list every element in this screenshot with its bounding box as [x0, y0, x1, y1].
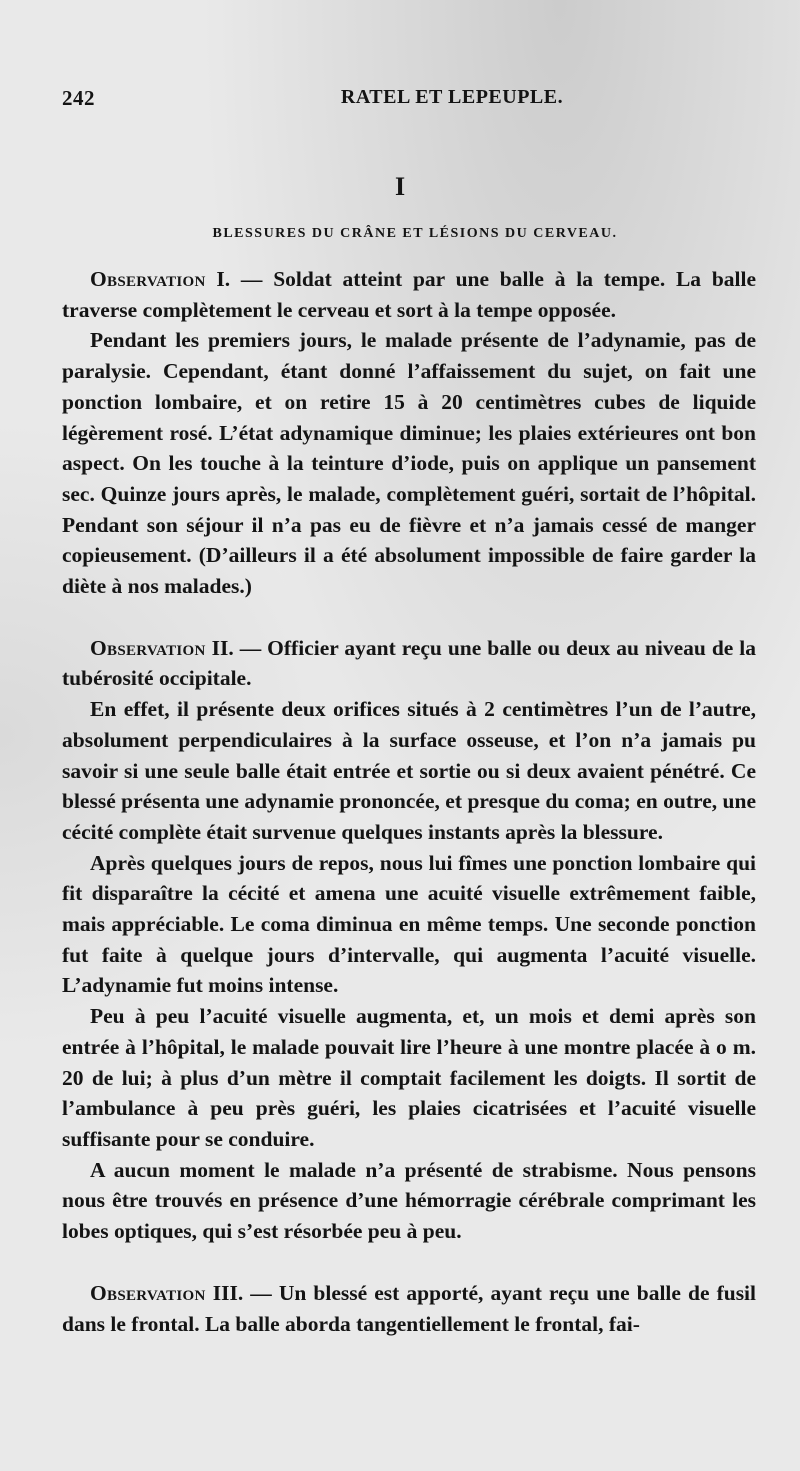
- observation-1-paragraph: Pendant les premiers jours, le malade présente de l’adynamie, pas de paralysie. Cependant, étant donné l’affaissement du sujet, on fait une ponction lombaire, et on retire 15 à 20 centimètres cubes de liquide légèrement rosé. L’état adynamique diminue; les plaies extérieures ont bon aspect. On les touche à la teinture d’iode, puis on applique un pansement sec. Quinze jours après, le malade, complètement guéri, sortait de l’hôpital. Pendant son séjour il n’a pas eu de fièvre et n’a jamais cessé de manger copieusement. (D’ailleurs il a été absolument impossible de faire garder la diète à nos malades.): [62, 328, 756, 599]
- observation-text: Officier ayant reçu une balle ou deux au niveau de la tubérosité occipitale.: [62, 635, 757, 691]
- observation-3-intro: [62, 1278, 756, 1339]
- observation-numeral: I.: [216, 267, 231, 291]
- observation-label: Observation: [90, 267, 206, 291]
- observation-numeral: II.: [211, 635, 234, 660]
- observation-dash: —: [230, 267, 274, 291]
- observation-text: Un blessé est apporté, ayant reçu une balle de fusil dans le frontal. La balle aborda tangentiellement le frontal, fai-: [62, 1280, 757, 1336]
- running-head: [62, 86, 762, 116]
- observation-label: Observation: [90, 635, 206, 660]
- body-text: [62, 264, 756, 1339]
- observation-dash: —: [233, 635, 268, 660]
- section-heading: BLESSURES DU CRÂNE ET LÉSIONS DU CERVEAU.: [212, 226, 618, 241]
- section-numeral: I: [394, 172, 406, 201]
- page-number: 242: [62, 86, 95, 110]
- observation-2-paragraph: A aucun moment le malade n’a présenté de strabisme. Nous pensons nous être trouvés en présence d’une hémorragie cérébrale comprimant les lobes optiques, qui s’est résorbée peu à peu.: [62, 1157, 756, 1244]
- observation-2-intro: [62, 633, 756, 694]
- observation-dash: —: [243, 1280, 279, 1305]
- observation-label: Observation: [90, 1280, 206, 1305]
- observation-2-paragraph: Après quelques jours de repos, nous lui fîmes une ponction lombaire qui fit disparaître la cécité et amena une acuité visuelle extrêmement faible, mais appréciable. Le coma diminua en même temps. Une seconde ponction fut faite à quelque jours d’intervalle, qui augmenta l’acuité visuelle. L’adynamie fut moins intense.: [62, 850, 756, 998]
- observation-2-paragraph: Peu à peu l’acuité visuelle augmenta, et, un mois et demi après son entrée à l’hôpital, le malade pouvait lire l’heure à une montre placée à o m. 20 de lui; à plus d’un mètre il comptait facilement les doigts. Il sortit de l’ambulance à peu près guéri, les plaies cicatrisées et l’acuité visuelle suffisante pour se conduire.: [62, 1004, 756, 1151]
- running-title: RATEL ET LEPEUPLE.: [340, 86, 564, 108]
- observation-2-paragraph: En effet, il présente deux orifices situés à 2 centimètres l’un de l’autre, absolument perpendiculaires à la surface osseuse, et l’on n’a jamais pu savoir si une seule balle était entrée et sortie ou si deux avaient pénétré. Ce blessé présenta une adynamie prononcée, et presque du coma; en outre, une cécité complète était survenue quelques instants après la blessure.: [62, 697, 756, 844]
- observation-1-intro: [62, 264, 756, 325]
- observation-numeral: III.: [212, 1280, 244, 1305]
- observation-text: Soldat atteint par une balle à la tempe. La balle traverse complètement le cerveau et sort à la tempe opposée.: [62, 267, 757, 322]
